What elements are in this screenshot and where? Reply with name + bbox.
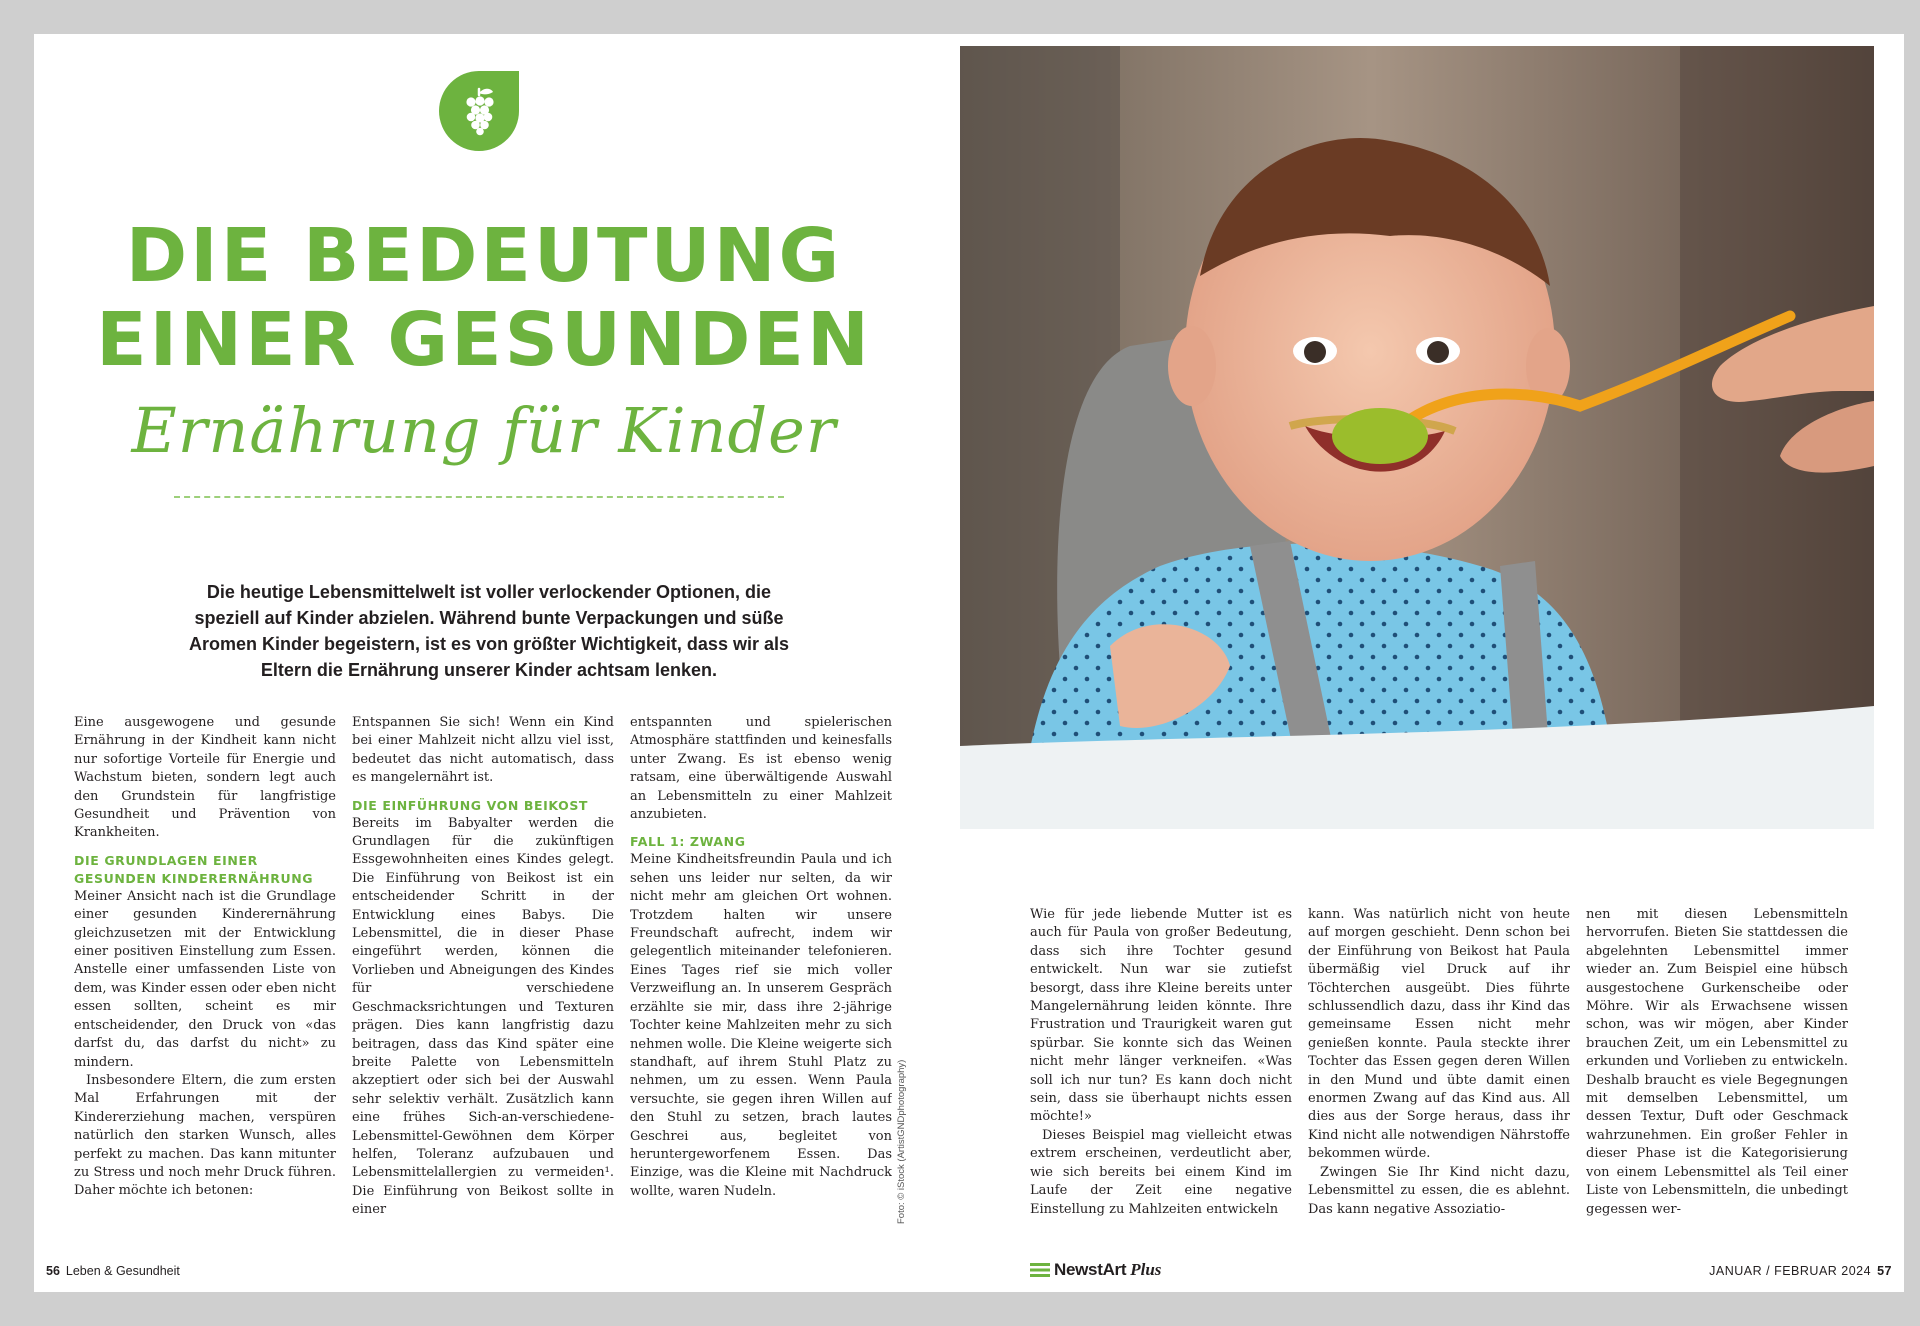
body-paragraph: Zwingen Sie Ihr Kind nicht dazu, Lebensmittel zu essen, die es ablehnt. Das kann negative Assoziatio-: [1308, 1164, 1570, 1217]
headline-line-2: EINER GESUNDEN: [96, 297, 872, 383]
body-paragraph: Dieses Beispiel mag vielleicht etwas extrem erscheinen, verdeutlicht aber, wie sich bereits bei einem Kind im Laufe der Zeit eine negative Einstellung zu Mahlzeiten entwickeln: [1030, 1127, 1292, 1217]
body-paragraph: Wie für jede liebende Mutter ist es auch für Paula von großer Bedeutung, dass sich ihre Tochter gesund entwickelt. Nun war sie zutiefst besorgt, dass ihre Kleine bereits unter Mangelernährung leiden könnte. Ihre Frustration und Traurigkeit waren gut spürbar. Sie konnte sich das Weinen nicht mehr länger verkneifen. «Was soll ich nur tun? Es kann doch nicht sein, dass sie überhaupt nichts essen möchte!»: [1030, 907, 1292, 1125]
footer-right: [1709, 1264, 1892, 1278]
brand-logo: [1030, 1260, 1161, 1280]
article-column-5: [1308, 906, 1570, 1251]
body-paragraph: nen mit diesen Lebensmitteln hervorrufen. Bieten Sie stattdessen die abgelehnten Lebensmittel immer wieder an. Zum Beispiel eine hübsch ausgestochene Gurkenscheibe oder Möhre. Wir als Erwachsene wissen schon, was wir mögen, aber Kinder brauchen Zeit, um ein Lebensmittel zu erkunden und Vorlieben zu entwickeln. Deshalb braucht es viele Begegnungen mit demselben Lebensmittel, um dessen Textur, Duft oder Geschmack wahrzunehmen. Ein großer Fehler in dieser Phase ist die Kategorisierung von einem Lebensmittel als Teil einer Liste von Lebensmitteln, die unbedingt gegessen wer-: [1586, 907, 1848, 1217]
page-number: 57: [1877, 1264, 1892, 1278]
brand-name: NewstArt: [1054, 1260, 1127, 1279]
newstart-stripes-icon: [1030, 1262, 1050, 1278]
lead-paragraph: Die heutige Lebensmittelwelt ist voller verlockender Optionen, die speziell auf Kinder abzielen. Während bunte Verpackungen und süße Aromen Kinder begeistern, ist es von größter Wichtigkeit, dass wir als Eltern die Ernährung unserer Kinder achtsam lenken.: [189, 582, 789, 680]
section-heading: DIE GRUNDLAGEN EINER GESUNDEN KINDERERNÄHRUNG: [74, 852, 314, 886]
body-paragraph: Bereits im Babyalter werden die Grundlagen für die zukünftigen Essgewohnheiten eines Kindes gelegt. Die Einführung von Beikost ist ein entscheidender Schritt in der Entwicklung eines Babys. Die Lebensmittel, die in dieser Phase eingeführt werden, können die Vorlieben und Abneigungen des Kindes für verschiedene Geschmacksrichtungen und Texturen prägen. Dies kann langfristig dazu beitragen, dass das Kind später eine breite Palette von Lebensmitteln akzeptiert oder sich bei der Auswahl sehr selektiv verhält. Zusätzlich kann eine frühes Sich-an-verschiedene-Lebensmittel-Gewöhnen dem Körper helfen, Toleranz aufzubauen und Lebensmittelallergien zu vermeiden¹. Die Einführung von Beikost sollte in einer: [352, 815, 614, 1218]
issue-date: JANUAR / FEBRUAR 2024: [1709, 1264, 1872, 1278]
section-heading: FALL 1: ZWANG: [630, 834, 746, 850]
photo-credit: Foto: © iStock (ArtistGNDphotography): [896, 1059, 907, 1224]
article-column-3: [630, 714, 892, 1254]
headline-line-1: DIE BEDEUTUNG: [125, 213, 843, 299]
body-paragraph: kann. Was natürlich nicht von heute auf morgen geschieht. Denn schon bei der Einführung von Beikost hat Paula übermäßig viel Druck auf ihr Töchterchen ausgeübt. Dies führte schlussendlich dazu, dass ihr Kind das gemeinsame Essen nicht mehr genießen konnte. Paula steckte ihrer Tochter das Essen gegen deren Willen in den Mund und übte damit einen enormen Zwang auf das Kind aus. All dies aus der Sorge heraus, dass ihr Kind nicht alle notwendigen Nährstoffe bekommen würde.: [1308, 907, 1570, 1162]
article-column-2: [352, 714, 614, 1254]
body-paragraph: entspannten und spielerischen Atmosphäre stattfinden und keinesfalls unter Zwang. Es ist ebenso wenig ratsam, eine überwältigende Auswahl an Lebensmitteln zu einer Mahlzeit anzubieten.: [630, 715, 892, 823]
magazine-spread: [34, 34, 1904, 1292]
dashed-divider: [174, 496, 784, 498]
grapes-icon: [439, 71, 519, 151]
article-column-4: [1030, 906, 1292, 1251]
body-paragraph: Meiner Ansicht nach ist die Grundlage einer gesunden Kinderernährung gleichzusetzen mit der Entwicklung einer positiven Einstellung zum Essen. Anstelle einer umfassenden Liste von dem, was Kinder essen oder eben nicht essen sollten, scheint es mir entscheidender, den Druck von «das darfst du, das darfst du nicht» zu mindern.: [74, 888, 336, 1070]
brand-suffix: Plus: [1130, 1260, 1162, 1279]
body-paragraph: Meine Kindheitsfreundin Paula und ich sehen uns leider nur selten, da wir nicht mehr am gleichen Ort wohnen. Trotzdem halten wir unsere Freundschaft aufrecht, indem wir gelegentlich miteinander telefonieren. Eines Tages rief sie mich voller Verzweiflung an. In unserem Gespräch erzählte sie mir, dass ihre 2-jährige Tochter keine Mahlzeiten mehr zu sich nehmen wolle. Die Kleine weigerte sich standhaft, auf ihrem Stuhl Platz zu nehmen, um zu essen. Wenn Paula versuchte, sie gegen ihren Willen auf den Stuhl zu setzen, brach lautes Geschrei aus, begleitet von heruntergeworfenem Essen. Das Einzige, was die Kleine mit Nachdruck wollte, waren Nudeln.: [630, 852, 892, 1199]
section-name: Leben & Gesundheit: [65, 1264, 180, 1278]
baby-photo: [960, 46, 1874, 829]
footer-left: [46, 1264, 180, 1278]
section-heading: DIE EINFÜHRUNG VON BEIKOST: [352, 797, 589, 813]
body-paragraph: Insbesondere Eltern, die zum ersten Mal Erfahrungen mit der Kindererziehung machen, verspüren natürlich den starken Wunsch, alles perfekt zu machen. Das kann mitunter zu Stress und noch mehr Druck führen. Daher möchte ich betonen:: [74, 1072, 336, 1199]
article-column-6: [1586, 906, 1848, 1251]
body-paragraph: Eine ausgewogene und gesunde Ernährung in der Kindheit kann nicht nur sofortige Vorteile für Energie und Wachstum bieten, sondern legt auch den Grundstein für langfristige Gesundheit und Prävention von Krankheiten.: [74, 715, 336, 841]
article-column-1: [74, 714, 336, 1254]
body-paragraph: Entspannen Sie sich! Wenn ein Kind bei einer Mahlzeit nicht allzu viel isst, bedeutet das nicht automatisch, dass es mangelernährt ist.: [352, 715, 614, 786]
headline-script: Ernährung für Kinder: [131, 394, 837, 467]
page-number: 56: [46, 1264, 60, 1278]
